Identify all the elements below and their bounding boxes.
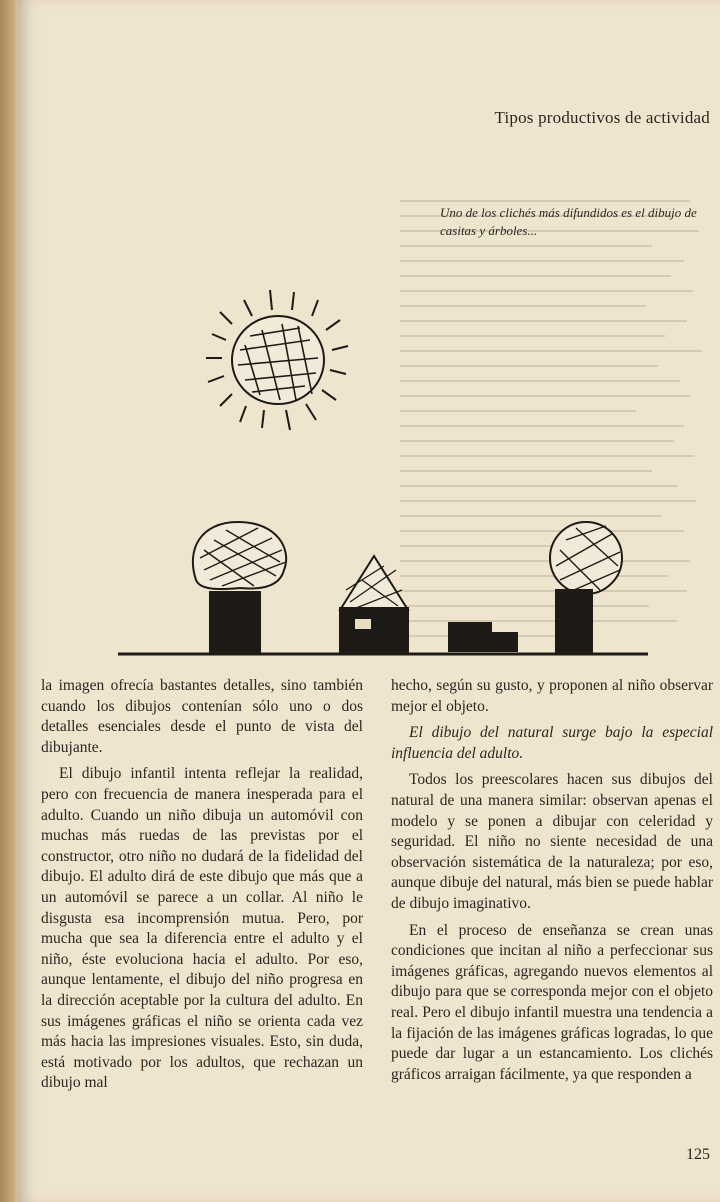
paragraph: El dibujo infantil intenta reflejar la realidad, pero con frecuencia de manera inesperada para el adulto. Cuando un niño dibuja un automóvil con muchas más ruedas de las previstas por el constructor, otro niño no dudará de la fidelidad del dibujo. El adulto dirá de este dibujo que más que a un automóvil se parece a un collar. Al niño le disgusta esa incomprensión mutua. Pero, por mucha que sea la diferencia entre el adulto y el niño, éste evoluciona hacia el adulto. Por eso, aunque lentamente, el dibujo del niño progresa en la dirección aceptable por la cultura del adulto. En sus imágenes gráficas el niño se orienta cada vez más hacia las impresiones visuales. Esto, sin duda, está motivado por los adultos, que rechazan un dibujo mal <box>41 765 363 1092</box>
paragraph: la imagen ofrecía bastantes detalles, sino también cuando los dibujos contenían sólo uno o dos detalles esenciales desde el punto de vista del dibujante. <box>41 677 363 756</box>
paragraph: hecho, según su gusto, y proponen al niño observar mejor el objeto. <box>391 677 713 715</box>
paragraph: En el proceso de enseñanza se crean unas condiciones que incitan al niño a perfeccionar sus imágenes gráficas, agregando nuevos elementos al dibujo para que se corresponda mejor con el objeto real. Pero el dibujo infantil muestra una tendencia a la fijación de las imágenes gráficas logradas, lo que puede dar lugar a un estancamiento. Los clichés gráficos arraigan fácilmente, ya que responden a <box>391 921 713 1083</box>
child-drawing-illustration <box>0 270 720 670</box>
sun-drawing <box>206 290 348 430</box>
page-number: 125 <box>686 1146 710 1163</box>
house-drawing <box>340 556 408 652</box>
right-tree-drawing <box>550 522 622 652</box>
italic-paragraph: El dibujo del natural surge bajo la especial influencia del adulto. <box>391 724 713 762</box>
right-text-column <box>391 676 713 1085</box>
car-drawing <box>448 622 518 652</box>
paragraph: Todos los preescolares hacen sus dibujos del natural de una manera similar: observan apenas el modelo y se ponen a dibujar con celeridad y seguridad. El niño no siente necesidad de una observación sistemática de la naturaleza; por eso, aunque dibuje del natural, más bien se puede hablar de dibujo imaginativo. <box>391 771 713 912</box>
left-text-column <box>41 676 363 1094</box>
figure-caption: Uno de los clichés más difundidos es el dibujo de casitas y árboles... <box>440 205 697 238</box>
running-header: Tipos productivos de actividad <box>494 108 710 127</box>
left-tree-drawing <box>193 522 286 652</box>
